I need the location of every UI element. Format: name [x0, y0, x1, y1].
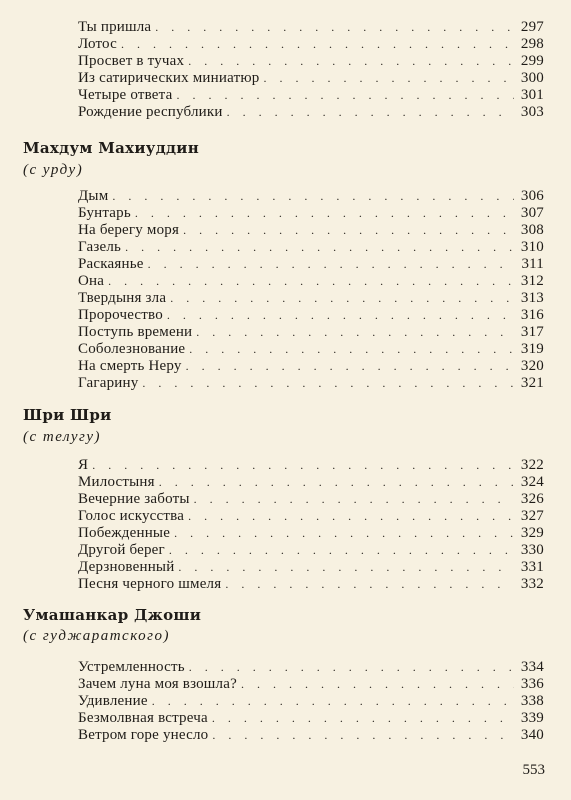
- toc-entry-page: 330: [520, 542, 544, 558]
- toc-entry: [78, 676, 544, 693]
- toc-entry-page: 307: [520, 205, 544, 221]
- toc-entry-page: 297: [520, 19, 544, 35]
- toc-entry-title: Милостыня: [78, 474, 155, 490]
- toc-entry-page: 338: [520, 693, 544, 709]
- toc-list-section: [78, 188, 544, 392]
- toc-entry-page: 332: [520, 576, 544, 592]
- toc-entry-page: 308: [520, 222, 544, 238]
- toc-entry-title: Рождение республики: [78, 104, 223, 120]
- dot-leader: [241, 676, 514, 693]
- dot-leader: [189, 341, 514, 358]
- dot-leader: [263, 70, 514, 87]
- toc-entry: [78, 239, 544, 256]
- dot-leader: [225, 576, 514, 593]
- translation-language: (с гуджаратского): [23, 628, 170, 644]
- toc-entry-title: Пророчество: [78, 307, 163, 323]
- dot-leader: [148, 256, 514, 273]
- toc-entry: [78, 324, 544, 341]
- toc-entry-title: Дерзновенный: [78, 559, 175, 575]
- toc-entry: [78, 205, 544, 222]
- dot-leader: [188, 53, 514, 70]
- toc-entry-title: Удивление: [78, 693, 148, 709]
- toc-entry-title: На берегу моря: [78, 222, 180, 238]
- toc-entry-page: 303: [520, 104, 544, 120]
- toc-entry: [78, 104, 544, 121]
- toc-entry-title: Она: [78, 273, 105, 289]
- dot-leader: [108, 273, 514, 290]
- toc-entry-title: Зачем луна моя взошла?: [78, 676, 237, 692]
- toc-entry-title: Лотос: [78, 36, 117, 52]
- toc-entry-page: 298: [520, 36, 544, 52]
- toc-entry: [78, 559, 544, 576]
- toc-entry-page: 310: [520, 239, 544, 255]
- toc-entry: [78, 36, 544, 53]
- toc-entry-title: Побежденные: [78, 525, 171, 541]
- page-number: 553: [522, 762, 545, 778]
- dot-leader: [212, 710, 514, 727]
- dot-leader: [135, 205, 514, 222]
- dot-leader: [176, 87, 514, 104]
- dot-leader: [186, 358, 514, 375]
- dot-leader: [121, 36, 514, 53]
- toc-entry-page: 331: [520, 559, 544, 575]
- toc-entry-title: Ветром горе унесло: [78, 727, 209, 743]
- toc-entry-title: Гагарину: [78, 375, 139, 391]
- toc-entry-title: Газель: [78, 239, 122, 255]
- toc-entry-page: 299: [520, 53, 544, 69]
- toc-entry-page: 339: [520, 710, 544, 726]
- toc-list-section: [78, 457, 544, 593]
- dot-leader: [159, 474, 514, 491]
- dot-leader: [169, 542, 514, 559]
- dot-leader: [194, 491, 514, 508]
- toc-entry-page: 320: [520, 358, 544, 374]
- dot-leader: [112, 188, 514, 205]
- toc-entry: [78, 188, 544, 205]
- toc-entry: [78, 576, 544, 593]
- toc-entry-page: 340: [520, 727, 544, 743]
- toc-entry-title: Просвет в тучах: [78, 53, 185, 69]
- toc-entry: [78, 710, 544, 727]
- toc-entry-title: Соболезнование: [78, 341, 186, 357]
- toc-entry-page: 329: [520, 525, 544, 541]
- toc-entry-page: 319: [520, 341, 544, 357]
- toc-entry: [78, 273, 544, 290]
- dot-leader: [189, 659, 514, 676]
- toc-entry-title: Четыре ответа: [78, 87, 173, 103]
- author-heading: Умашанкар Джоши: [23, 606, 202, 624]
- toc-entry: [78, 307, 544, 324]
- toc-entry-title: Безмолвная встреча: [78, 710, 208, 726]
- dot-leader: [155, 19, 514, 36]
- dot-leader: [167, 307, 514, 324]
- toc-entry: [78, 375, 544, 392]
- toc-entry-title: Поступь времени: [78, 324, 193, 340]
- toc-entry: [78, 508, 544, 525]
- toc-entry-page: 327: [520, 508, 544, 524]
- dot-leader: [188, 508, 514, 525]
- toc-entry-title: Бунтарь: [78, 205, 131, 221]
- dot-leader: [212, 727, 514, 744]
- toc-entry: [78, 290, 544, 307]
- toc-entry: [78, 222, 544, 239]
- toc-entry-title: Другой берег: [78, 542, 165, 558]
- toc-entry-title: Песня черного шмеля: [78, 576, 222, 592]
- dot-leader: [174, 525, 514, 542]
- toc-entry-page: 316: [520, 307, 544, 323]
- toc-entry-page: 306: [520, 188, 544, 204]
- dot-leader: [142, 375, 514, 392]
- toc-entry-page: 321: [520, 375, 544, 391]
- toc-entry: [78, 727, 544, 744]
- toc-entry: [78, 542, 544, 559]
- dot-leader: [92, 457, 514, 474]
- toc-entry-page: 334: [520, 659, 544, 675]
- toc-entry-title: На смерть Неру: [78, 358, 182, 374]
- dot-leader: [125, 239, 514, 256]
- toc-entry-title: Ты пришла: [78, 19, 152, 35]
- dot-leader: [170, 290, 514, 307]
- author-heading: Махдум Махиуддин: [23, 139, 200, 157]
- toc-entry-title: Вечерние заботы: [78, 491, 190, 507]
- toc-entry-title: Дым: [78, 188, 109, 204]
- toc-list-section: [78, 659, 544, 744]
- toc-list-continued: [78, 19, 544, 121]
- toc-entry: [78, 256, 544, 273]
- toc-entry-page: 312: [520, 273, 544, 289]
- toc-entry-title: Я: [78, 457, 89, 473]
- dot-leader: [178, 559, 514, 576]
- toc-entry-page: 324: [520, 474, 544, 490]
- translation-language: (с телугу): [23, 429, 102, 445]
- translation-language: (с урду): [23, 162, 84, 178]
- toc-entry: [78, 53, 544, 70]
- toc-entry-page: 300: [520, 70, 544, 86]
- dot-leader: [196, 324, 514, 341]
- toc-entry-page: 313: [520, 290, 544, 306]
- toc-entry-page: 301: [520, 87, 544, 103]
- dot-leader: [152, 693, 514, 710]
- toc-entry-page: 311: [521, 256, 544, 272]
- toc-entry-page: 322: [520, 457, 544, 473]
- dot-leader: [227, 104, 514, 121]
- toc-entry: [78, 474, 544, 491]
- toc-entry: [78, 358, 544, 375]
- toc-entry-title: Из сатирических миниатюр: [78, 70, 260, 86]
- toc-entry: [78, 70, 544, 87]
- toc-entry-title: Устремленность: [78, 659, 185, 675]
- toc-entry: [78, 693, 544, 710]
- dot-leader: [183, 222, 514, 239]
- toc-entry: [78, 525, 544, 542]
- toc-entry-title: Раскаянье: [78, 256, 144, 272]
- author-heading: Шри Шри: [23, 406, 112, 424]
- toc-entry-page: 326: [520, 491, 544, 507]
- toc-entry: [78, 491, 544, 508]
- toc-entry-page: 336: [520, 676, 544, 692]
- toc-entry-title: Твердыня зла: [78, 290, 167, 306]
- toc-entry-page: 317: [520, 324, 544, 340]
- toc-entry: [78, 87, 544, 104]
- toc-entry: [78, 457, 544, 474]
- toc-entry: [78, 19, 544, 36]
- toc-entry: [78, 341, 544, 358]
- toc-entry-title: Голос искусства: [78, 508, 185, 524]
- toc-entry: [78, 659, 544, 676]
